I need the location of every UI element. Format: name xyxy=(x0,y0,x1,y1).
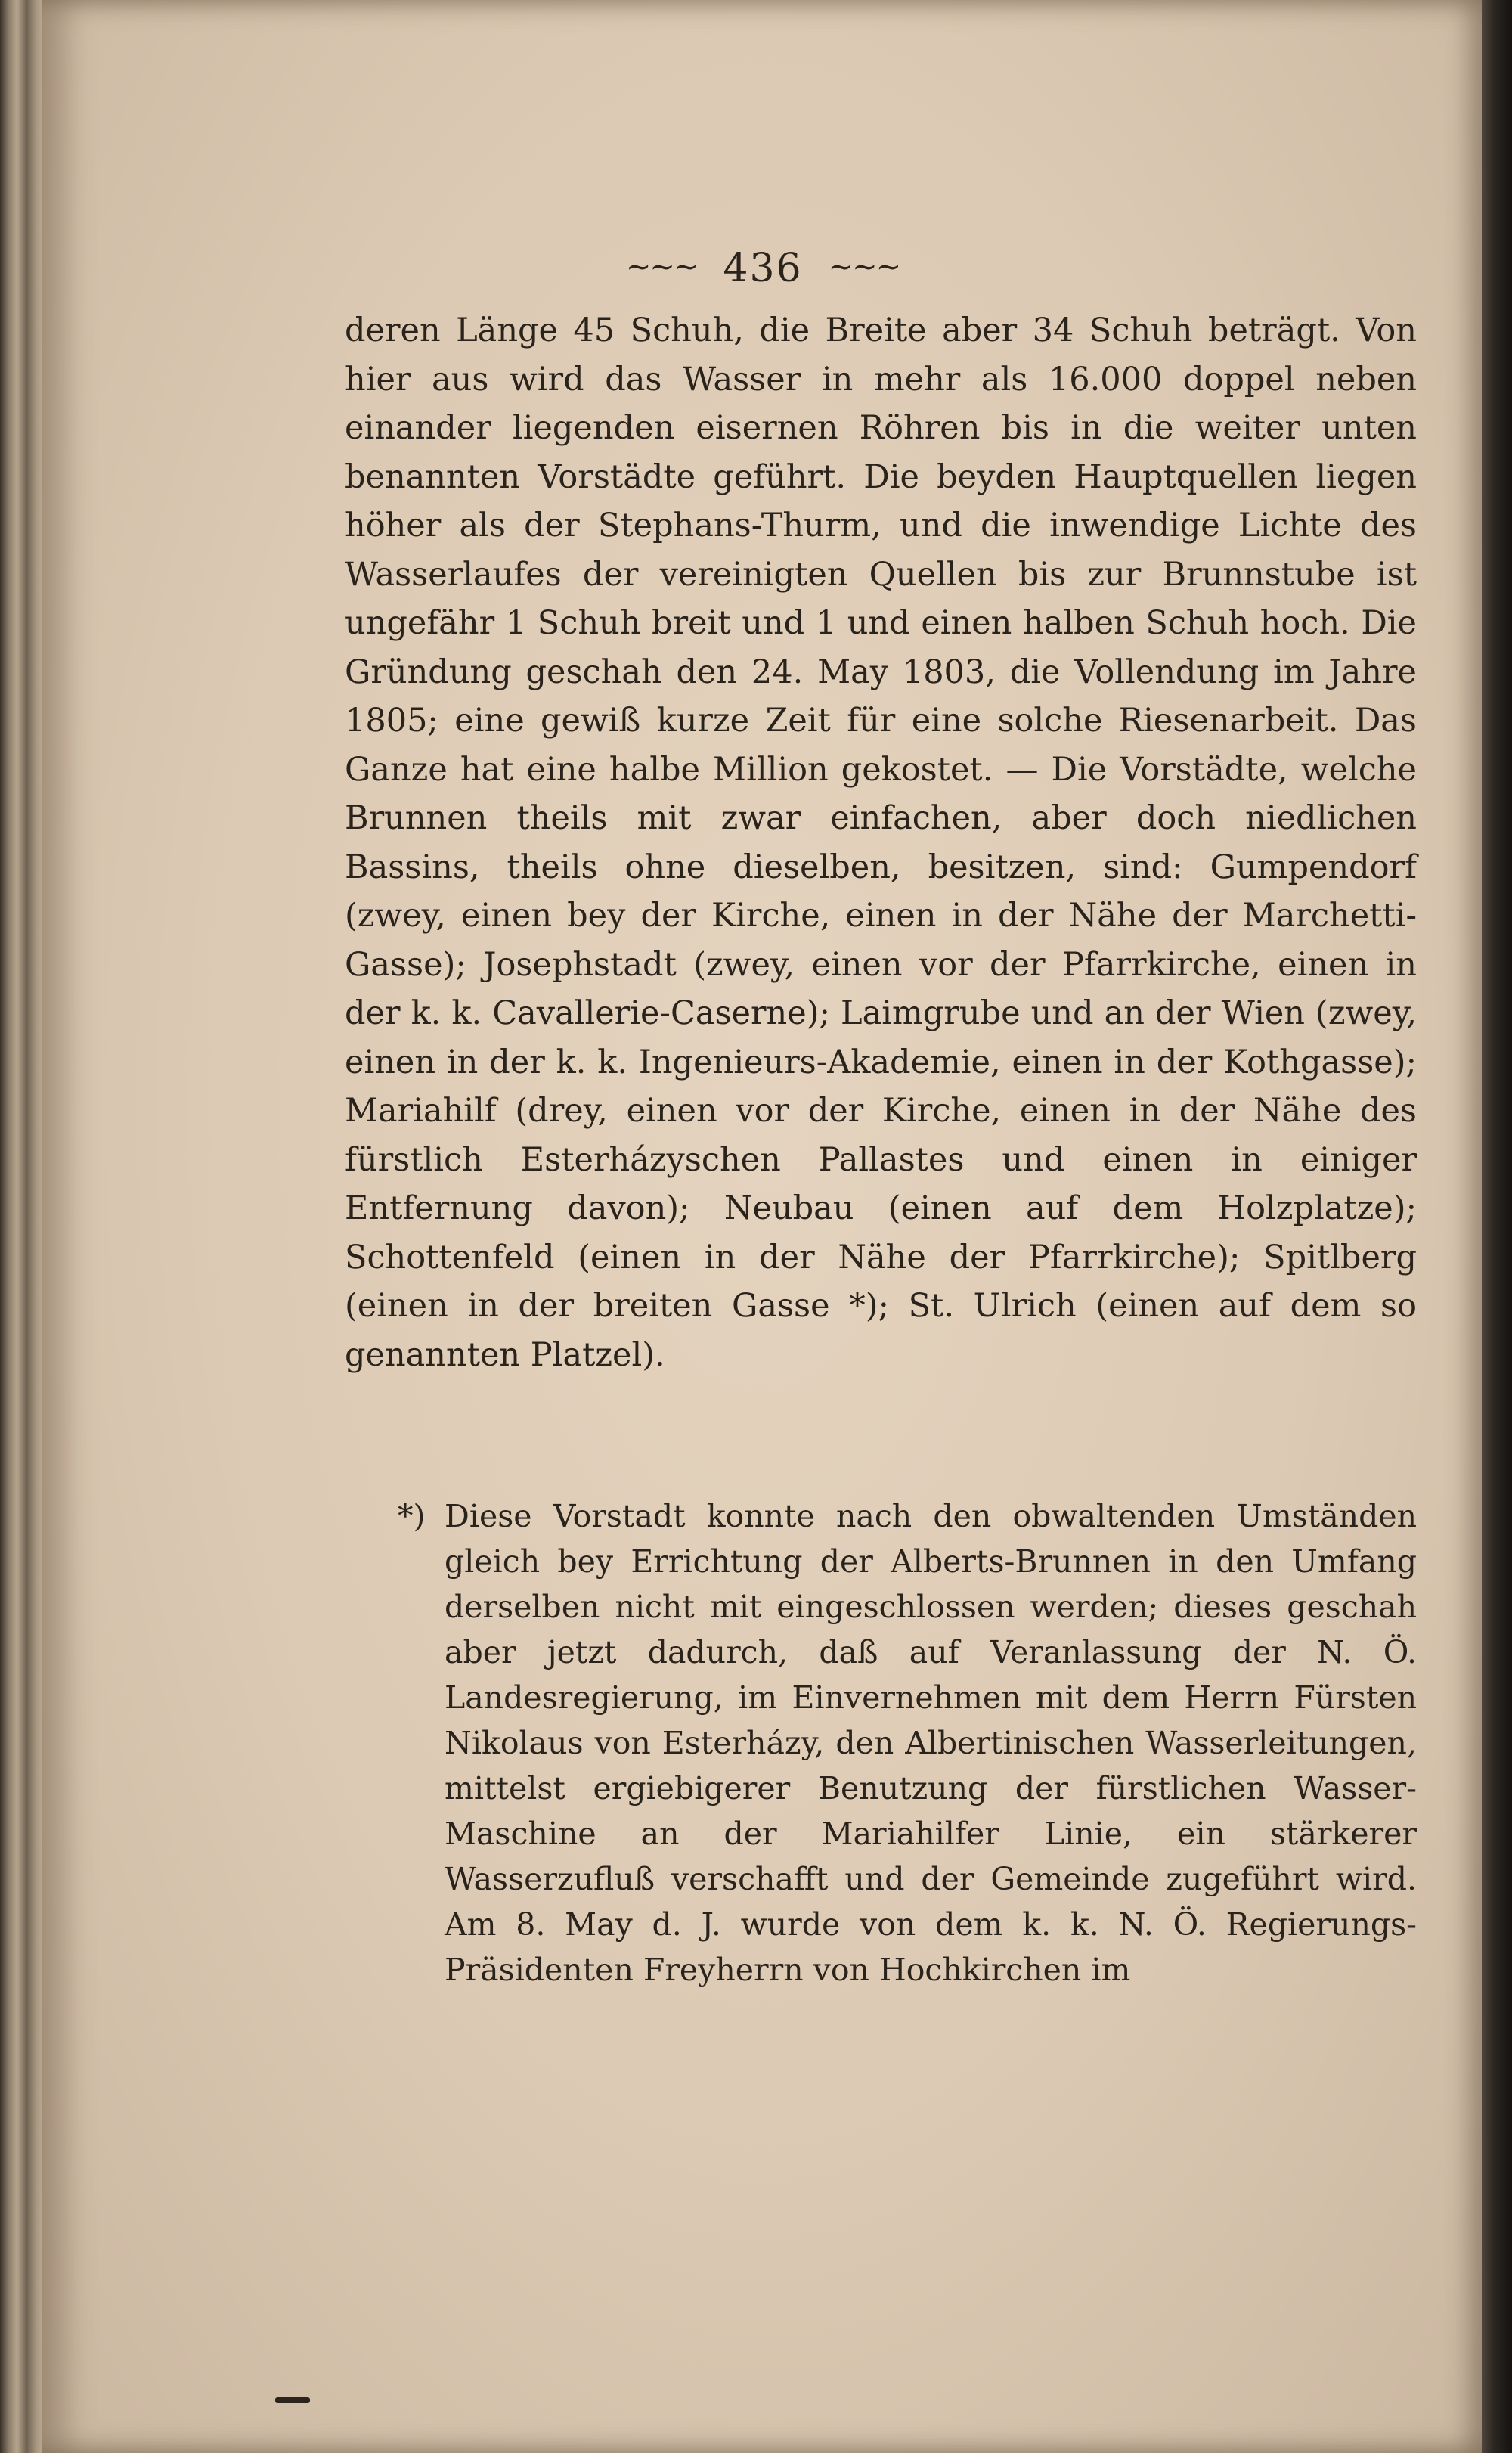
footnote-text: Diese Vorstadt konnte nach den obwaltenden Umständen gleich bey Errichtung der Alberts-Brunnen in den Umfang derselben nicht mit eingeschlossen werden; dieses geschah aber jetzt dadurch, daß auf Veranlassung der N. Ö. Landesregierung, im Einvernehmen mit dem Herrn Fürsten Nikolaus von Esterházy, den Albertinischen Wasserleitungen, mittelst ergiebigerer Benutzung der fürstlichen Wasser-Maschine an der Mariahilfer Linie, ein stärkerer Wasserzufluß verschafft und der Gemeinde zugeführt wird. Am 8. May d. J. wurde von dem k. k. N. Ö. Regierungs-Präsidenten Freyherrn von Hochkirchen im xyxy=(445,1498,1417,1988)
book-cover-edge xyxy=(1482,0,1512,2453)
left-page-edges xyxy=(0,0,48,2453)
book-page xyxy=(42,0,1483,2453)
body-paragraph: deren Länge 45 Schuh, die Breite aber 34 Schuh beträgt. Von hier aus wird das Wasser in mehr als 16.000 doppel neben einander liegenden eisernen Röhren bis in die weiter unten benannten Vorstädte geführt. Die beyden Hauptquellen liegen höher als der Stephans-Thurm, und die inwendige Lichte des Wasserlaufes der vereinigten Quellen bis zur Brunnstube ist ungefähr 1 Schuh breit und 1 und einen halben Schuh hoch. Die Gründung geschah den 24. May 1803, die Vollendung im Jahre 1805; eine gewiß kurze Zeit für eine solche Riesenarbeit. Das Ganze hat eine halbe Million gekostet. — Die Vorstädte, welche Brunnen theils mit zwar einfachen, aber doch niedlichen Bassins, theils ohne dieselben, besitzen, sind: Gumpendorf (zwey, einen bey der Kirche, einen in der Nähe der Marchetti-Gasse); Josephstadt (zwey, einen vor der Pfarrkirche, einen in der k. k. Cavallerie-Caserne); Laimgrube und an der Wien (zwey, einen in der k. k. Ingenieurs-Akademie, einen in der Kothgasse); Mariahilf (drey, einen vor der Kirche, einen in der Nähe des fürstlich Esterházyschen Pallastes und einen in einiger Entfernung davon); Neubau (einen auf dem Holzplatze); Schottenfeld (einen in der Nähe der Pfarrkirche); Spitlberg (einen in der breiten Gasse *); St. Ulrich (einen auf dem so genannten Platzel). xyxy=(345,312,1417,1374)
footnote-marker: *) xyxy=(398,1498,426,1534)
footnote xyxy=(398,1493,1417,1992)
page-number: 436 xyxy=(723,246,803,291)
header-ornament-left: ~~~ xyxy=(625,250,698,284)
header-ornament-right: ~~~ xyxy=(828,250,900,284)
ink-mark xyxy=(275,2397,310,2403)
page-header xyxy=(42,246,1483,291)
